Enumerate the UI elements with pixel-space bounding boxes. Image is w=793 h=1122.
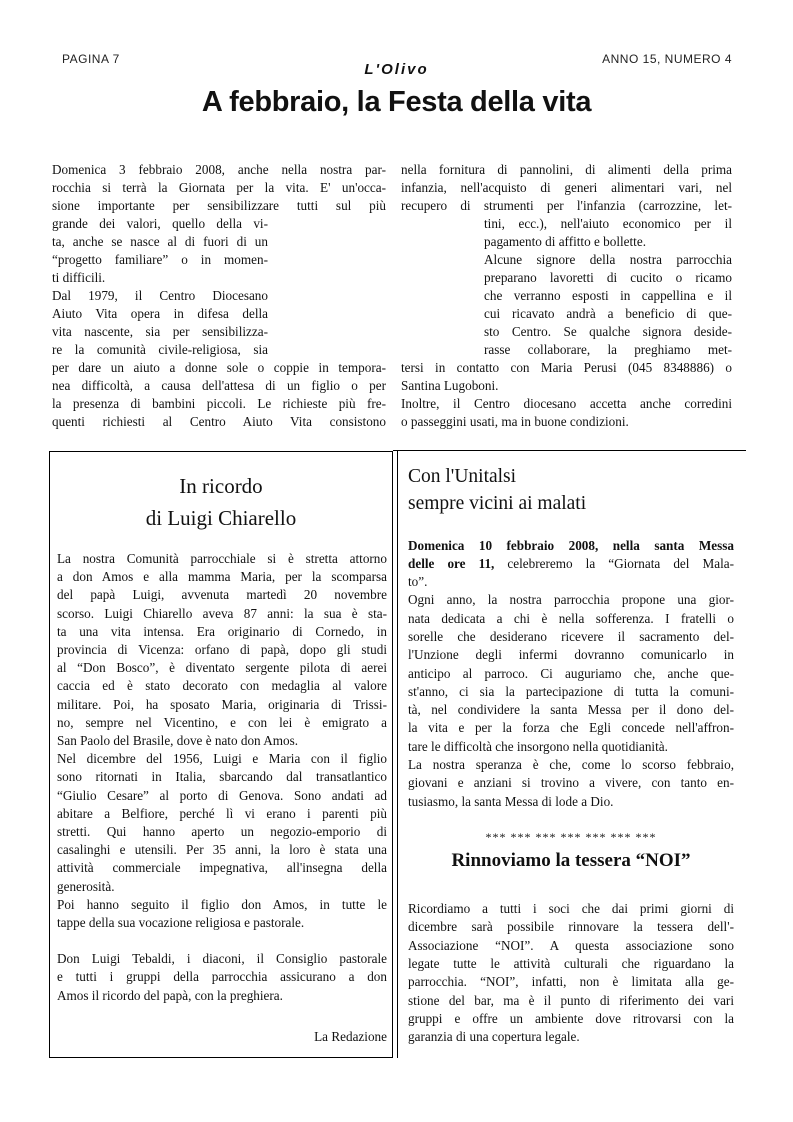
text-line: scorso. Luigi Chiarello aveva 87 anni: la sua è sta- [57,605,387,621]
text-line: o passeggini usati, ma in buone condizioni. [401,414,629,429]
text-line: to”. [408,574,428,589]
text-line: caccia ed è stato decorato con medaglia al valore [57,678,387,694]
text-line: pagamento di affitto e bollette. [484,234,646,249]
text-line: tersi in contatto con Maria Perusi (045 8348886) o [401,360,732,375]
text-line: del papà Luigi, avvenuta martedì 20 novembre [57,587,387,603]
unitalsi-line-bold-2: delle ore 11, celebreremo la “Giornata del Mala- [408,556,734,571]
text-line: quenti richiesti al Centro Aiuto Vita consistono [52,414,386,429]
text-line: la presenza di bambini piccoli. Le richieste più fre- [52,396,386,411]
text-line: no, sempre nel Vicentino, e con lei è emigrato a [57,714,387,730]
text-line: gruppi e offre un ambiente dove ritrovarsi con la [408,1010,734,1026]
unitalsi-line-bold: Domenica 10 febbraio 2008, nella santa Messa [408,538,734,553]
text-line: tà, nel condividere la santa Messa per il dono del- [408,702,734,718]
text-line: attività commerciale impegnativa, all'insegna della [57,860,387,876]
text-line: Dal 1979, il Centro Diocesano [52,288,268,303]
text-line: nea difficoltà, a causa dell'attesa di un figlio o per [52,378,386,393]
text-line: l'Unzione degli infermi dovranno comunicarlo in [408,647,734,663]
unitalsi-subtitle: sempre vicini ai malati [408,493,587,514]
text-line: recupero di strumenti per l'infanzia (carrozzine, let- [401,198,732,213]
text-line: sione importante per sensibilizzare tutti sul più [52,198,386,213]
page-number: PAGINA 7 [62,52,120,66]
text-line: Domenica 3 febbraio 2008, anche nella nostra par- [52,162,386,177]
text-line: st'anno, ci sia la partecipazione di tutta la comuni- [408,683,734,699]
masthead: L'Olivo [364,61,429,78]
text-line: La nostra speranza è che, come lo scorso febbraio, [408,757,734,772]
text-line: a don Amos e alla mamma Maria, per la scomparsa [57,569,387,585]
issue-number: ANNO 15, NUMERO 4 [602,52,732,66]
text-line: giovani e anziani si trovino a vivere, con tanto en- [408,775,734,791]
text-line: Ogni anno, la nostra parrocchia propone una gior- [408,592,734,608]
text-line: sto Centro. Se qualche signora deside- [484,324,732,339]
text-line: Associazione “NOI”. A questa associazione sono [408,937,734,953]
text-line: e tutti i gruppi della parrocchia assicurano a don [57,969,387,985]
text-line: abitare a Belfiore, perché lì vi erano i parenti più [57,805,387,821]
text-line: tini, ecc.), nell'aiuto economico per il [484,216,732,231]
text-line: Nel dicembre del 1956, Luigi e Maria con il figlio [57,751,387,767]
ricordo-title: In ricordo [179,474,263,498]
text-line: sorelle che desiderano ricevere il sacramento del- [408,628,734,644]
text-line: provincia di Vicenza: orfano di papà, dopo gli studi [57,642,387,657]
text-line: Poi hanno seguito il figlio don Amos, in tutte le [57,896,387,912]
ricordo-signature: La Redazione [314,1029,387,1044]
text-line: infanzia, nell'acquisto di generi alimentari vari, nel [401,180,732,195]
text-line: legate tutte le attività culturali che riguardano la [408,955,734,971]
text-line: “progetto familiare” o in momen- [52,252,268,267]
text-line: che verranno esposti in cappellina e il [484,288,732,303]
text-line: al “Don Bosco”, è diventato sergente pilota di aerei [57,660,387,676]
text-line: La nostra Comunità parrocchiale si è stretta attorno [57,551,387,566]
text-line: nata dedicata a chi è nella sofferenza. I fratelli o [408,610,734,626]
text-line: Santina Lugoboni. [401,378,499,393]
section-divider-horizontal [393,450,746,451]
text-line: anticipo al parroco. Ci auguriamo che, anche que- [408,665,734,681]
text-line: militare. Poi, ha sposato Maria, originaria di Trissi- [57,696,387,712]
text-line: la vita e per la forza che Egli concede nell'affron- [408,720,734,736]
text-line: grande dei valori, quello della vi- [52,216,268,231]
text-line: rocchia si terrà la Giornata per la vita. E' un'occa- [52,180,386,195]
text-line: stione del bar, ma è il punto di riferimento dei vari [408,992,734,1008]
text-line: ta una vita intensa. Era originario di Cornedo, in [57,623,387,639]
text-line: per dare un aiuto a donne sole o coppie in tempora- [52,360,386,375]
text-line: stretti. Qui hanno aperto un negozio-emporio di [57,824,387,839]
text-line: Amos il ricordo del papà, con la preghiera. [57,987,283,1003]
headline: A febbraio, la Festa della vita [201,86,592,118]
text-line: Don Luigi Tebaldi, i diaconi, il Consiglio pastorale [57,951,387,967]
text-line: San Paolo del Brasile, dove è nato don Amos. [57,733,299,748]
text-line: Alcune signore della nostra parrocchia [484,252,732,267]
text-line: nella fornitura di pannolini, di alimenti della prima [401,162,732,177]
text-line: garanzia di una copertura legale. [408,1029,580,1045]
text-line: tusiasmo, la santa Messa di lode a Dio. [408,793,614,809]
text-line: parrocchia. “NOI”, infatti, non è limitata alla ge- [408,974,734,990]
text-line: casalinghi e utensili. Per 35 anni, la loro è stata una [57,842,387,858]
text-line: generosità. [57,878,115,894]
text-line: dicembre sarà possibile rinnovare la tessera dell'- [408,919,734,935]
text-line: re la comunità civile-religiosa, sia [52,342,268,357]
ricordo-subtitle: di Luigi Chiarello [145,506,297,530]
text-line: tappe della sua vocazione religiosa e pastorale. [57,915,305,930]
text-line: preparano lavoretti di cucito o ricamo [484,270,732,285]
unitalsi-title: Con l'Unitalsi [408,466,517,487]
text-line: sono ritornati in Italia, sbarcando dal transatlantico [57,769,387,785]
section-divider-vertical [397,450,398,1058]
text-line: “Giulio Cesare” al porto di Genova. Sono andati ad [57,787,387,803]
text-line: cui ricavato andrà a beneficio di que- [484,306,732,321]
separator-stars: *** *** *** *** *** *** *** [485,830,657,844]
text-line: vita nascente, sia per sensibilizza- [52,324,268,339]
text-line: ta, anche se nasce al di fuori di un [52,234,268,249]
text-line: Aiuto Vita opera in difesa della [52,306,268,321]
text-line: ti difficili. [52,270,106,285]
text-line: tare le difficoltà che insorgono nella quotidianità. [408,738,668,754]
text-line: Inoltre, il Centro diocesano accetta anche corredini [401,396,732,411]
text-line: rasse collaborare, la preghiamo met- [484,342,732,357]
noi-title: Rinnoviamo la tessera “NOI” [451,850,691,871]
text-line: Ricordiamo a tutti i soci che dai primi giorni di [408,901,734,916]
